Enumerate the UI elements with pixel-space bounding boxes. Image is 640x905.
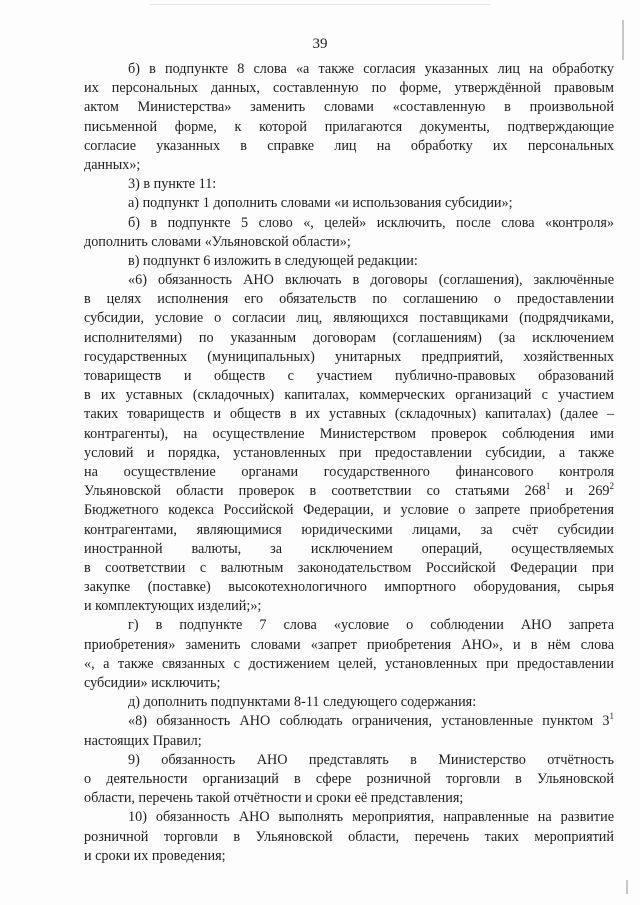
scan-artifact xyxy=(626,880,628,894)
text-line: закупке (поставке) высокотехнологичного импортного оборудования, сырья xyxy=(84,579,614,596)
text-line: а) подпункт 1 дополнить словами «и использования субсидии»; xyxy=(128,195,513,212)
paragraph-g-subitem-7 xyxy=(84,616,614,693)
paragraph-d-subitems-8-11 xyxy=(84,693,614,712)
scan-artifact xyxy=(150,4,490,5)
text-line: согласие указанных в справке лиц на обработку их персональных xyxy=(84,137,614,154)
text-fragment: Ульяновской области проверок в соответствии со статьями 268 xyxy=(84,483,546,500)
paragraph-v-subitem-6 xyxy=(84,252,614,271)
text-line: условий и порядка, установленных при предоставлении субсидии, а также xyxy=(84,444,614,461)
paragraph-subitem-6-text xyxy=(84,271,614,616)
text-line: «6) обязанность АНО включать в договоры (соглашения), заключённые xyxy=(128,272,614,289)
text-line: области, перечень такой отчётности и сроки её представления; xyxy=(84,790,464,807)
text-line: письменной форме, к которой прилагаются документы, подтверждающие xyxy=(84,118,614,135)
text-line-with-superscripts xyxy=(84,482,614,501)
text-line: субсидии» исключить; xyxy=(84,675,221,691)
text-line: исполнителями) по указанным договорам (соглашениям) (за исключением xyxy=(84,329,614,346)
text-line: д) дополнить подпунктами 8-11 следующего содержания: xyxy=(128,694,477,711)
text-line: в соответствии с валютным законодательством Российской Федерации при xyxy=(84,559,614,576)
text-line: на осуществление органами государственного финансового контроля xyxy=(84,463,614,480)
paragraph-subitem-8-text xyxy=(84,712,614,750)
text-line: 10) обязанность АНО выполнять мероприятия, направленные на развитие xyxy=(128,809,614,826)
text-line: в целях исполнения его обязательств по соглашению о предоставлении xyxy=(84,291,614,308)
paragraph-item-3 xyxy=(84,175,614,194)
text-line: б) в подпункте 5 слово «, целей» исключить, после слова «контроля» xyxy=(128,214,614,231)
text-line-with-superscript xyxy=(84,712,614,731)
text-line: «, а также связанных с достижением целей, установленных при предоставлении xyxy=(84,655,614,672)
text-fragment: «8) обязанность АНО соблюдать ограничения, установленные пунктом 3 xyxy=(128,713,610,730)
paragraph-subitem-10-text xyxy=(84,808,614,866)
text-line: контрагенты), на осуществление Министерством проверок соблюдения ими xyxy=(84,425,614,442)
text-line: таких товариществ и обществ в их уставных (складочных) капиталах) (далее – xyxy=(84,406,614,423)
paragraph-b-subitem-8 xyxy=(84,60,614,175)
page-number: 39 xyxy=(312,36,328,52)
text-line: их персональных данных, составленную по форме, утверждённой правовым xyxy=(84,80,614,97)
text-line: субсидии, условие о согласии лиц, являющихся поставщиками (подрядчиками, xyxy=(84,310,614,327)
text-line: иностранной валюты, за исключением операций, осуществляемых xyxy=(84,540,614,557)
text-line: г) в подпункте 7 слова «условие о соблюдении АНО запрета xyxy=(128,617,614,634)
text-line: Бюджетного кодекса Российской Федерации, и условие о запрете приобретения xyxy=(84,502,614,519)
text-line: товариществ и обществ с участием публично-правовых образований xyxy=(84,368,614,384)
text-line: 9) обязанность АНО представлять в Министерство отчётность xyxy=(128,751,614,768)
text-line: дополнить словами «Ульяновской области»; xyxy=(84,233,351,250)
paragraph-subitem-9-text xyxy=(84,751,614,809)
text-line: приобретения» заменить словами «запрет приобретения АНО», и в нём слова xyxy=(84,636,614,653)
text-line: контрагентами, являющимися юридическими лицами, за счёт субсидии xyxy=(84,521,614,538)
document-body xyxy=(84,60,614,866)
text-line: и комплектующих изделий;»; xyxy=(84,598,262,615)
text-line: б) в подпункте 8 слова «а также согласия указанных лиц на обработку xyxy=(128,61,614,77)
text-line: и сроки их проведения; xyxy=(84,847,226,864)
text-line: данных»; xyxy=(84,156,141,173)
text-line: в их уставных (складочных) капиталах, коммерческих организаций с участием xyxy=(84,387,614,404)
text-line: в) подпункт 6 изложить в следующей редакции: xyxy=(128,252,418,269)
paragraph-a-subitem-1 xyxy=(84,194,614,213)
text-line: о деятельности организаций в сфере розничной торговли в Ульяновской xyxy=(84,770,614,787)
text-line: розничной торговли в Ульяновской области, перечень таких мероприятий xyxy=(84,828,614,845)
text-line: актом Министерства» заменить словами «составленную в произвольной xyxy=(84,99,614,116)
scan-artifact xyxy=(622,20,624,60)
text-line: государственных (муниципальных) унитарных предприятий, хозяйственных xyxy=(84,348,614,365)
paragraph-b-subitem-5 xyxy=(84,214,614,252)
superscript: 2 xyxy=(609,481,615,492)
superscript: 1 xyxy=(609,711,614,722)
text-fragment: и 269 xyxy=(550,483,610,500)
text-line: настоящих Правил; xyxy=(84,732,202,749)
text-line: 3) в пункте 11: xyxy=(128,176,217,193)
superscript: 1 xyxy=(545,481,551,492)
